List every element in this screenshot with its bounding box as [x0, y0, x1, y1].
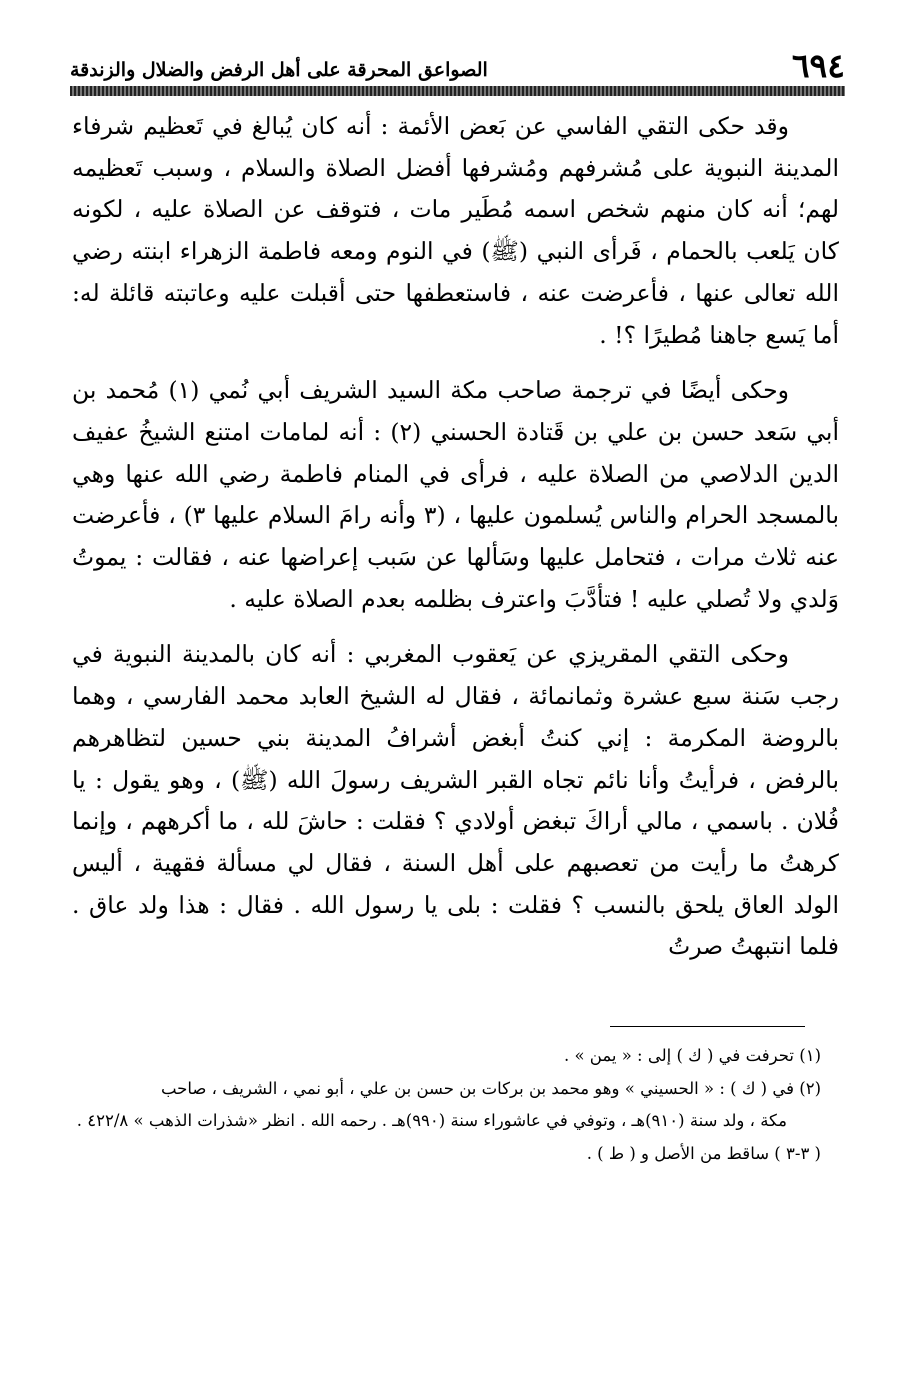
paragraph-1: وقد حكى التقي الفاسي عن بَعض الأئمة : أنه كان يُبالغ في تَعظيم شرفاء المدينة النبوية على مُشرفهم ومُشرفها أفضل الصلاة والسلام ، وسبب تَعظيمه لهم؛ أنه كان منهم شخص اسمه مُطَير مات ، فتوقف عن الصلاة عليه ، لكونه كان يَلعب بالحمام ، فَرأى النبي (ﷺ) في النوم ومعه فاطمة الزهراء ابنته رضي الله تعالى عنها ، فأعرضت عنه ، فاستعطفها حتى أقبلت عليه وعاتبته قائلة له: أما يَسع جاهنا مُطيرًا ؟! .: [72, 112, 839, 349]
paragraph-3: وحكى التقي المقريزي عن يَعقوب المغربي : أنه كان بالمدينة النبوية في رجب سَنة سبع عشرة وثمانمائة ، فقال له الشيخ العابد محمد الفارسي ، وهما بالروضة المكرمة : إني كنتُ أبغض أشرافُ المدينة بني حسين لتظاهرهم بالرفض ، فرأيتُ وأنا نائم تجاه القبر الشريف رسولَ الله (ﷺ) ، وهو يقول : يا فُلان . باسمي ، مالي أراكَ تبغض أولادي ؟ فقلت : حاشَ لله ، ما أكرههم ، وإنما كرهتُ ما رأيت من تعصبهم على أهل السنة ، فقال لي مسألة فقهية ، أليس الولد العاق يلحق بالنسب ؟ فقلت : بلى يا رسول الله . فقال : هذا ولد عاق . فلما انتبهتُ صرتُ: [72, 640, 839, 961]
footnote-3: ( ٣-٣ ) ساقط من الأصل و ( ط ) .: [586, 1143, 821, 1163]
footnote-divider: [610, 1026, 805, 1027]
footnotes: [72, 1040, 821, 1170]
running-title: الصواعق المحرقة على أهل الرفض والضلال والزندقة: [70, 59, 488, 82]
header-divider: [70, 86, 845, 96]
main-text: [72, 106, 839, 982]
paragraph-2: وحكى أيضًا في ترجمة صاحب مكة السيد الشريف أبي نُمي (١) مُحمد بن أبي سَعد حسن بن علي بن قَتادة الحسني (٢) : أنه لمامات امتنع الشيخُ عفيف الدين الدلاصي من الصلاة عليه ، فرأى في المنام فاطمة رضي الله عنها وهي بالمسجد الحرام والناس يُسلمون عليها ، (٣ وأنه رامَ السلام عليها ٣) ، فأعرضت عنه ثلاث مرات ، فتحامل عليها وسَألها عن سَبب إعراضها عنه ، فقالت : يموتُ وَلدي ولا تُصلي عليه ! فتأدَّبَ واعترف بظلمه بعدم الصلاة عليه .: [72, 376, 840, 613]
footnote-1: (١) تحرفت في ( ك ) إلى : « يمن » .: [563, 1046, 821, 1065]
footnote-2-continuation: مكة ، ولد سنة (٩١٠)هـ ، وتوفي في عاشوراء سنة (٩٩٠)هـ . رحمه الله . انظر «شذرات الذهب » ٤٢٢/٨ .: [76, 1111, 787, 1130]
footnote-2-line1: (٢) في ( ك ) : « الحسيني » وهو محمد بن بركات بن حسن بن علي ، أبو نمي ، الشريف ، صاحب: [160, 1078, 821, 1098]
page-header: [70, 34, 845, 85]
page-number: ٦٩٤: [791, 46, 845, 85]
